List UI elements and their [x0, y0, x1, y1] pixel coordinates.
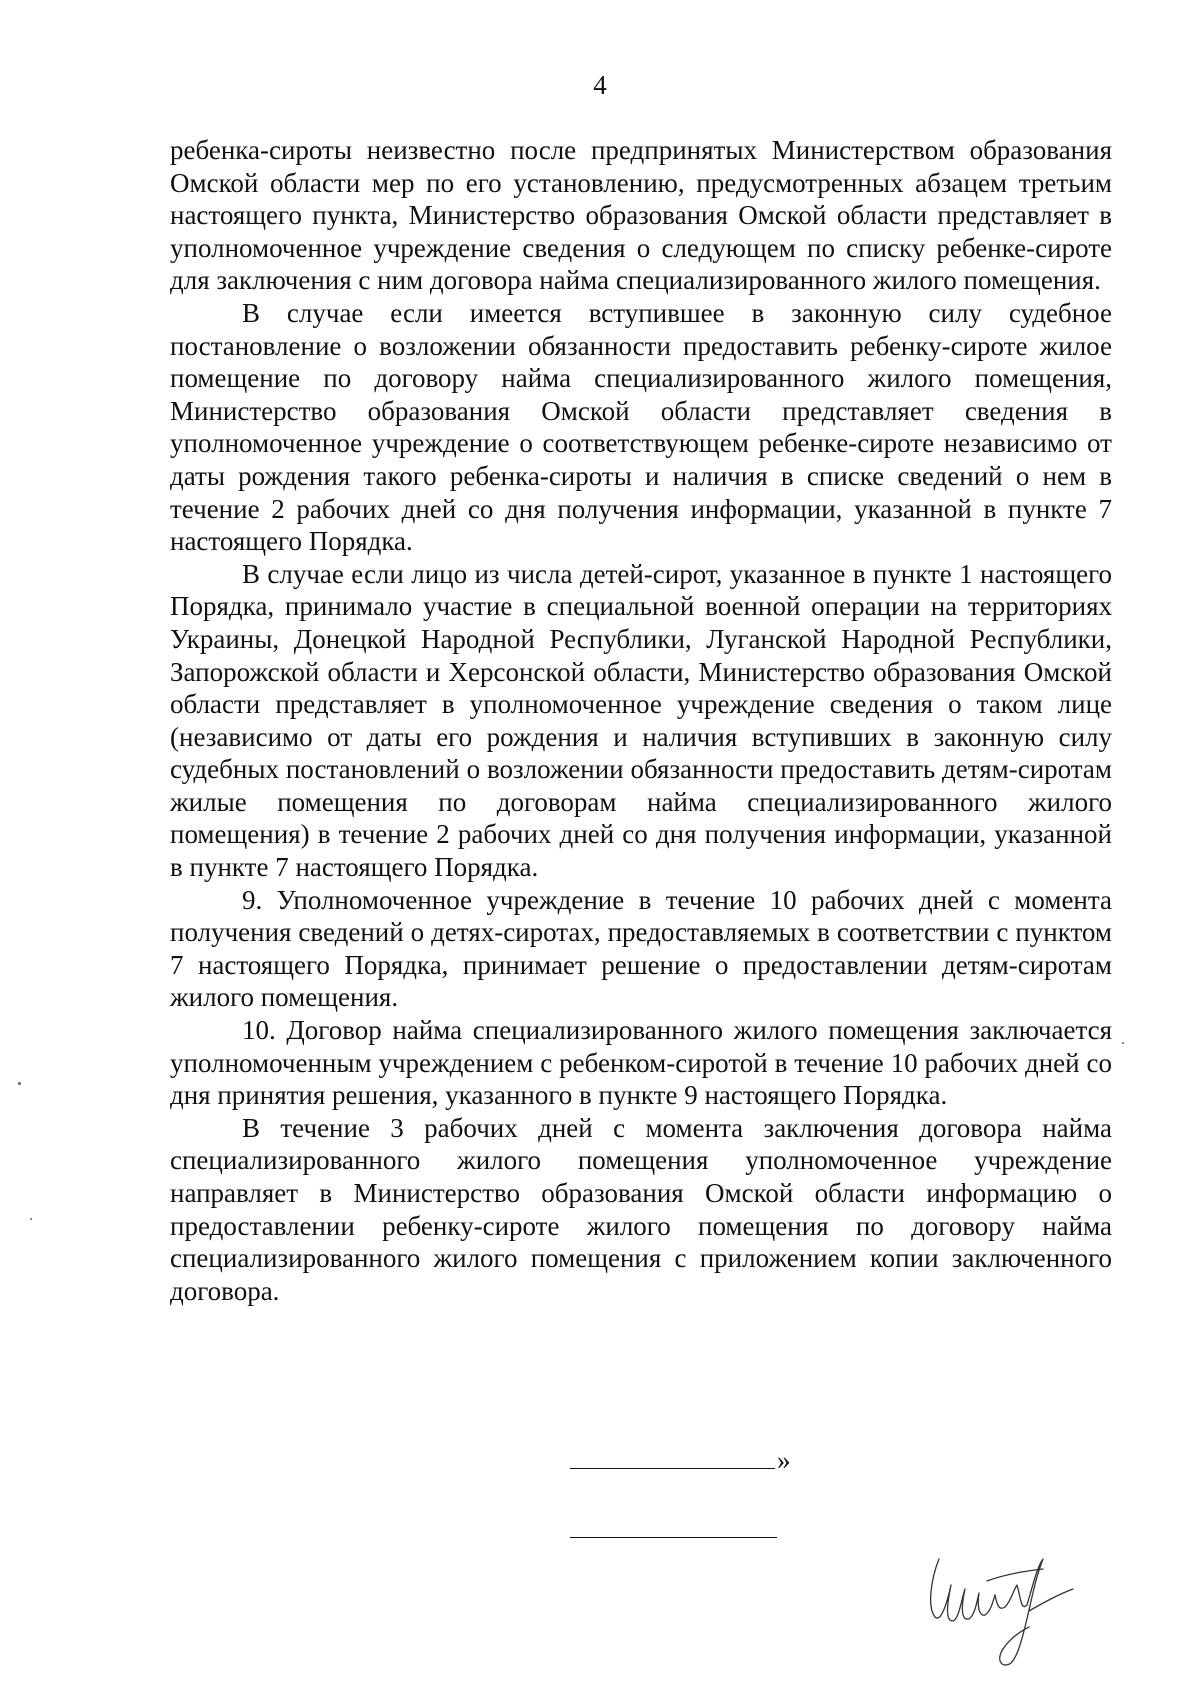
paragraph-notification: В течение 3 рабочих дней с момента заключения договора найма специализированного жилого помещения уполномоченное учреждение направляет в Министерство образования Омской области информацию о предоставлении ребенку-сироте жилого помещения по договору найма специализированного жилого помещения с приложением копии заключенного договора.	[170, 1112, 1112, 1306]
paragraph-item-10: 10. Договор найма специализированного жилого помещения заключается уполномоченным учреждением с ребенком-сиротой в течение 10 рабочих дней со дня принятия решения, указанного в пункте 9 настоящего Порядка.	[170, 1015, 1112, 1111]
closing-line	[570, 1445, 791, 1475]
closing-underline	[570, 1468, 775, 1469]
document-body	[170, 134, 1112, 1307]
paragraph-item-9: 9. Уполномоченное учреждение в течение 10 рабочих дней с момента получения сведений о детях-сиротах, предоставляемых в соответствии с пунктом 7 настоящего Порядка, принимает решение о предоставлении детям-сиротам жилого помещения.	[170, 884, 1112, 1013]
end-separator-rule	[570, 1537, 777, 1538]
handwritten-signature	[925, 1545, 1085, 1675]
paragraph-military-operation: В случае если лицо из числа детей-сирот, указанное в пункте 1 настоящего Порядка, принимало участие в специальной военной операции на территориях Украины, Донецкой Народной Республики, Луганской Народной Республики, Запорожской области и Херсонской области, Министерство образования Омской области представляет в уполномоченное учреждение сведения о таком лице (независимо от даты его рождения и наличия вступивших в законную силу судебных постановлений о возложении обязанности предоставить детям-сиротам жилые помещения по договорам найма специализированного жилого помещения) в течение 2 рабочих дней со дня получения информации, указанной в пункте 7 настоящего Порядка.	[170, 558, 1112, 883]
scan-speck	[30, 1218, 32, 1220]
page-number: 4	[593, 70, 607, 100]
scan-speck	[18, 1082, 21, 1085]
paragraph-continuation: ребенка-сироты неизвестно после предпринятых Министерством образования Омской области мер по его установлению, предусмотренных абзацем третьим настоящего пункта, Министерство образования Омской области представляет в уполномоченное учреждение сведения о следующем по списку ребенке-сироте для заключения с ним договора найма специализированного жилого помещения.	[170, 135, 1112, 296]
scan-speck	[1122, 1042, 1124, 1044]
paragraph-court-decision: В случае если имеется вступившее в законную силу судебное постановление о возложении обязанности предоставить ребенку-сироте жилое помещение по договору найма специализированного жилого помещения, Министерство образования Омской области представляет сведения в уполномоченное учреждение о соответствующем ребенке-сироте независимо от даты рождения такого ребенка-сироты и наличия в списке сведений о нем в течение 2 рабочих дней со дня получения информации, указанной в пункте 7 настоящего Порядка.	[170, 297, 1112, 557]
closing-quote-mark: »	[777, 1445, 791, 1475]
